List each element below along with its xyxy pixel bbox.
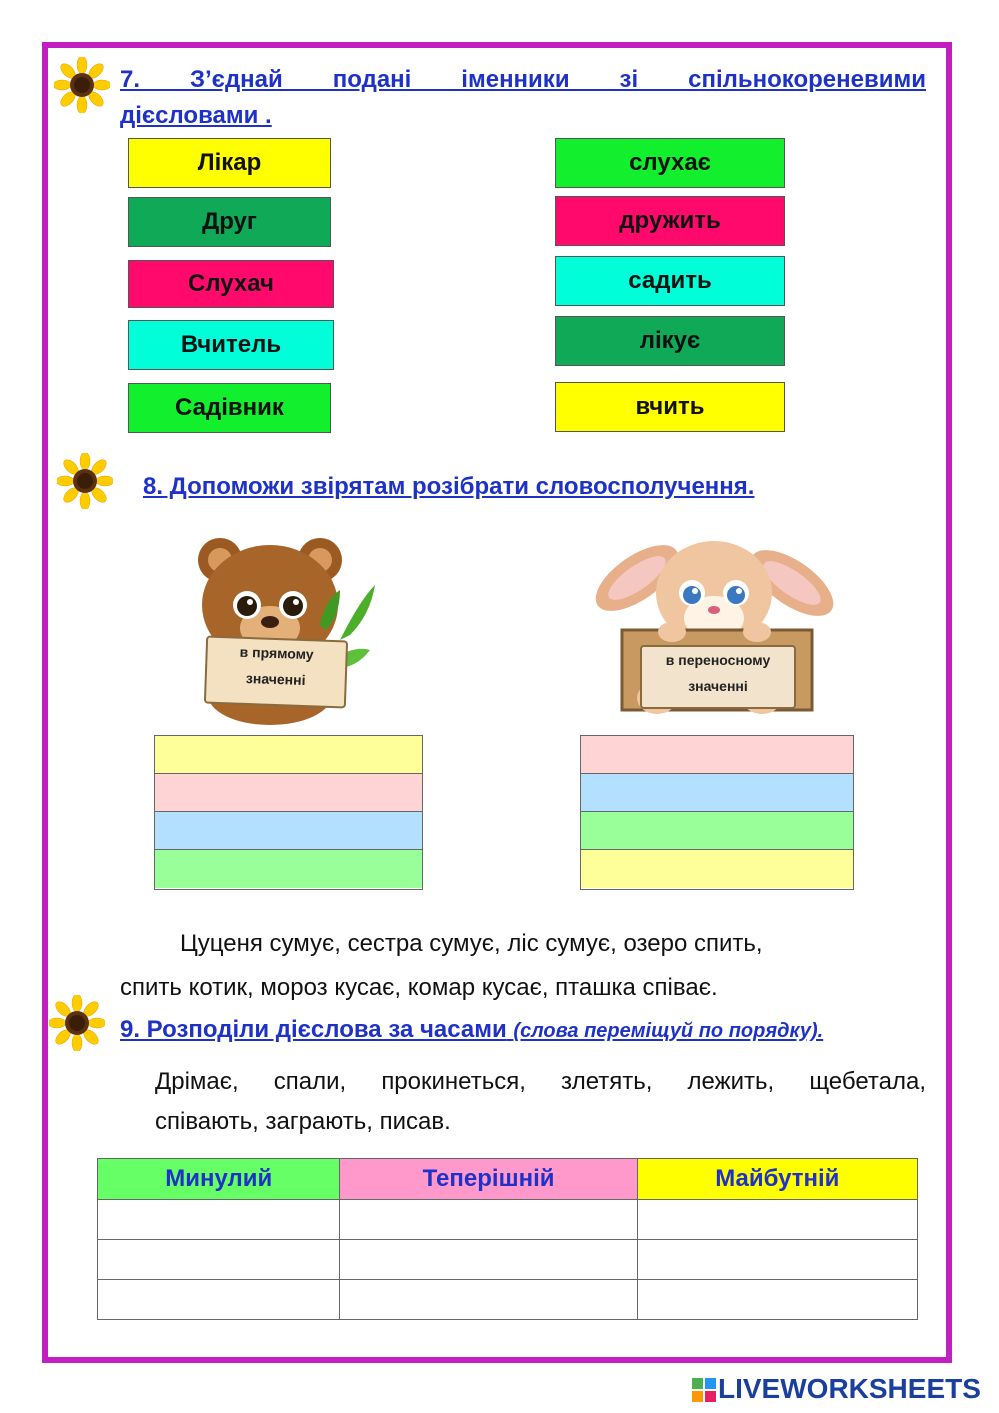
past-cell[interactable] — [98, 1200, 340, 1240]
literal-slot[interactable] — [155, 774, 422, 812]
future-cell[interactable] — [637, 1240, 917, 1280]
task7-title: 7. З’єднай подані іменники зі спільнокореневими — [120, 66, 926, 93]
past-cell[interactable] — [98, 1280, 340, 1320]
phrases-line2: спить котик, мороз кусає, комар кусає, пташка співає. — [120, 974, 718, 1001]
verbs-line2: співають, заграють, писав. — [155, 1108, 451, 1135]
present-cell[interactable] — [340, 1240, 637, 1280]
verb-card[interactable]: слухає — [555, 138, 785, 188]
task9-title — [120, 1016, 823, 1044]
present-cell[interactable] — [340, 1200, 637, 1240]
figurative-slot[interactable] — [581, 774, 853, 812]
sunflower-icon — [49, 995, 105, 1051]
bunny-sign-line2: значенні — [688, 678, 748, 694]
figurative-slot[interactable] — [581, 812, 853, 850]
noun-card[interactable]: Слухач — [128, 260, 334, 308]
phrases-line1: Цуценя сумує, сестра сумує, ліс сумує, озеро спить, — [180, 930, 763, 957]
sunflower-icon — [54, 57, 110, 113]
liveworksheets-logo-icon — [692, 1378, 716, 1402]
noun-card[interactable]: Друг — [128, 197, 331, 247]
past-cell[interactable] — [98, 1240, 340, 1280]
bear-sign-line2: значенні — [245, 669, 306, 689]
noun-card[interactable]: Вчитель — [128, 320, 334, 370]
figurative-meaning-drop-zone[interactable] — [580, 735, 854, 890]
verbs-line1: Дрімає, спали, прокинеться, злетять, лежить, щебетала, — [155, 1068, 926, 1095]
liveworksheets-logo: LIVEWORKSHEETS — [718, 1373, 981, 1404]
figurative-slot[interactable] — [581, 850, 853, 888]
verb-card[interactable]: дружить — [555, 196, 785, 246]
bear-sign-line1: в прямому — [239, 643, 314, 663]
literal-slot[interactable] — [155, 812, 422, 850]
future-cell[interactable] — [637, 1280, 917, 1320]
tense-table — [97, 1158, 918, 1320]
literal-slot[interactable] — [155, 850, 422, 888]
task8-title: 8. Допоможи звірятам розібрати словосполучення. — [143, 473, 755, 500]
future-column-header: Майбутній — [637, 1159, 917, 1200]
noun-card[interactable]: Садівник — [128, 383, 331, 433]
noun-card[interactable]: Лікар — [128, 138, 331, 188]
past-column-header: Минулий — [98, 1159, 340, 1200]
future-cell[interactable] — [637, 1200, 917, 1240]
bunny-sign-line1: в переносному — [665, 652, 771, 668]
bear-sign — [204, 636, 348, 709]
present-cell[interactable] — [340, 1280, 637, 1320]
verb-card[interactable]: садить — [555, 256, 785, 306]
literal-meaning-drop-zone[interactable] — [154, 735, 423, 890]
literal-slot[interactable] — [155, 736, 422, 774]
verb-card[interactable]: вчить — [555, 382, 785, 432]
sunflower-icon — [57, 453, 113, 509]
bunny-sign — [640, 645, 796, 709]
task9-title-text: 9. Розподіли дієслова за часами — [120, 1016, 507, 1043]
task7-title-continued: дієсловами . — [120, 102, 272, 129]
task9-hint: (слова переміщуй по порядку). — [513, 1020, 824, 1042]
present-column-header: Теперішній — [340, 1159, 637, 1200]
figurative-slot[interactable] — [581, 736, 853, 774]
verb-card[interactable]: лікує — [555, 316, 785, 366]
